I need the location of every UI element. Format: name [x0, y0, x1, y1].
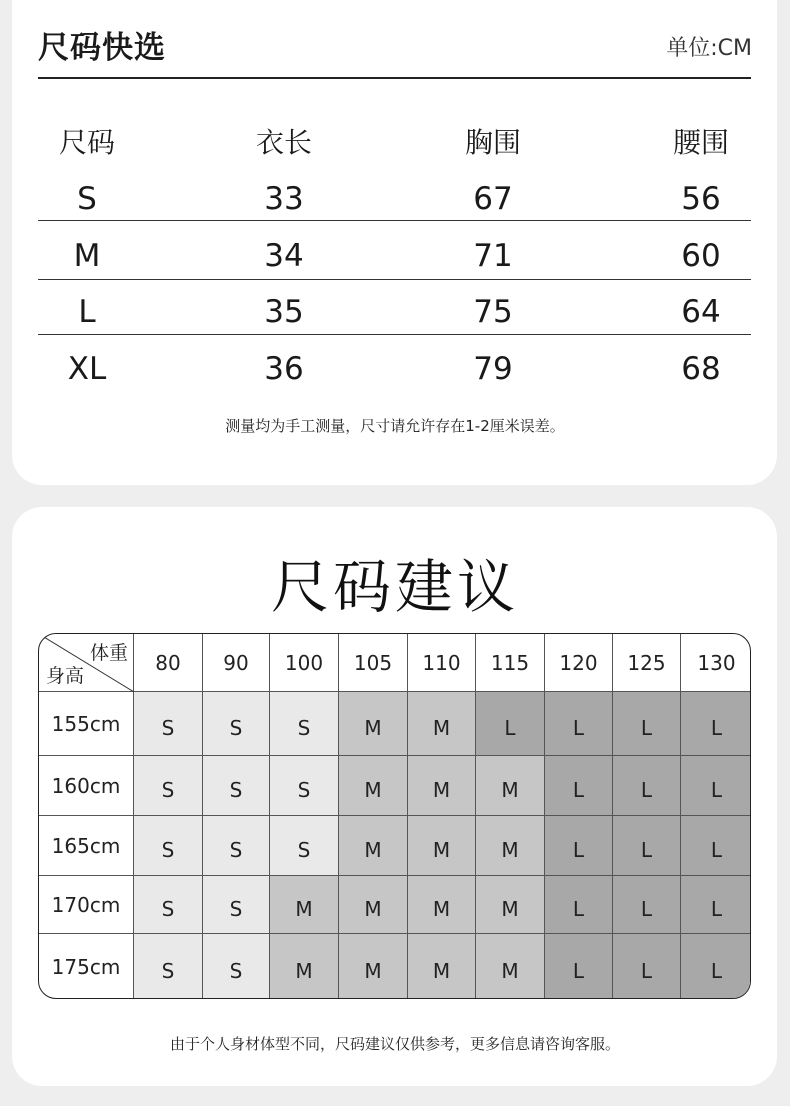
size-cell: [339, 692, 408, 756]
height-header: 175cm: [39, 934, 134, 999]
weight-header: 105: [339, 634, 408, 692]
size-cell: [476, 934, 545, 999]
size-cell: [408, 876, 476, 934]
table-row: [38, 228, 751, 284]
size-cell: [545, 756, 613, 816]
size-value: M: [501, 896, 519, 921]
size-cell: [545, 934, 613, 999]
size-cell: [476, 692, 545, 756]
size-cell: [134, 934, 203, 999]
size-cell: [681, 876, 751, 934]
size-value: L: [572, 777, 585, 802]
size-value: L: [640, 959, 653, 983]
table-cell: S: [77, 181, 97, 217]
weight-header: 100: [270, 634, 339, 692]
size-value: M: [364, 777, 382, 802]
size-value: L: [572, 837, 585, 862]
column-header: 胸围: [464, 126, 521, 159]
size-suggestion-grid: [38, 633, 751, 999]
size-value: S: [161, 959, 175, 983]
size-cell: [476, 876, 545, 934]
size-cell: [408, 756, 476, 816]
size-value: M: [364, 837, 382, 862]
table-cell: 56: [681, 181, 721, 217]
size-value: L: [640, 715, 653, 740]
size-cell: [134, 692, 203, 756]
size-value: L: [640, 837, 653, 862]
size-value: S: [161, 837, 175, 862]
row-divider: [38, 220, 751, 221]
size-value: L: [710, 715, 723, 740]
column-header: 腰围: [672, 126, 729, 159]
size-value: L: [572, 715, 585, 740]
size-cell: [613, 934, 681, 999]
unit-label: 单位:CM: [666, 36, 752, 61]
size-cell: [408, 934, 476, 999]
table-cell: 64: [681, 294, 721, 330]
size-value: L: [572, 959, 585, 983]
size-value: S: [161, 896, 175, 921]
column-header: 尺码: [58, 126, 115, 159]
weight-header: 125: [613, 634, 681, 692]
size-value: M: [432, 896, 451, 921]
size-cell: [270, 692, 339, 756]
size-cell: [270, 876, 339, 934]
size-cell: [270, 756, 339, 816]
size-suggestion-title: 尺码建议: [270, 553, 519, 621]
size-cell: [545, 692, 613, 756]
table-cell: 36: [264, 351, 304, 387]
table-row: [38, 284, 751, 340]
size-value: M: [432, 715, 451, 740]
table-cell: 67: [473, 181, 513, 217]
size-cell: [681, 756, 751, 816]
size-value: M: [501, 837, 519, 862]
weight-header: 80: [134, 634, 203, 692]
size-value: M: [295, 959, 313, 983]
size-cell: [270, 816, 339, 876]
size-value: L: [710, 837, 723, 862]
table-row: [38, 171, 751, 227]
size-value: M: [501, 959, 519, 983]
size-value: L: [640, 896, 653, 921]
size-value: L: [710, 896, 723, 921]
size-cell: [545, 816, 613, 876]
weight-header: 120: [545, 634, 613, 692]
size-cell: [339, 934, 408, 999]
table-row: [38, 341, 751, 397]
table-cell: 33: [264, 181, 304, 217]
size-value: S: [229, 959, 243, 983]
table-cell: 60: [681, 238, 721, 274]
size-value: M: [364, 959, 382, 983]
weight-header: 130: [681, 634, 751, 692]
height-header: 170cm: [39, 876, 134, 934]
size-value: M: [432, 777, 451, 802]
size-cell: [408, 816, 476, 876]
size-cell: [203, 876, 270, 934]
weight-header: 115: [476, 634, 545, 692]
table-cell: XL: [67, 351, 107, 387]
height-header: 155cm: [39, 692, 134, 756]
size-cell: [613, 876, 681, 934]
size-cell: [339, 756, 408, 816]
size-cell: [681, 934, 751, 999]
size-cell: [476, 816, 545, 876]
weight-header: 90: [203, 634, 270, 692]
size-value: M: [364, 715, 382, 740]
size-cell: [339, 876, 408, 934]
size-value: S: [229, 896, 243, 921]
table-cell: 79: [473, 351, 513, 387]
size-value: S: [161, 715, 175, 740]
table-cell: 75: [473, 294, 513, 330]
size-value: M: [295, 896, 313, 921]
size-cell: [134, 816, 203, 876]
size-cell: [613, 692, 681, 756]
table-header-row: [38, 115, 751, 171]
size-value: L: [710, 777, 723, 802]
size-value: S: [229, 837, 243, 862]
size-cell: [203, 934, 270, 999]
table-cell: 71: [473, 238, 513, 274]
size-cell: [681, 816, 751, 876]
size-cell: [545, 876, 613, 934]
table-cell: M: [73, 238, 101, 274]
size-value: L: [504, 715, 516, 740]
size-value: L: [640, 777, 653, 802]
size-cell: [203, 692, 270, 756]
height-header: 160cm: [39, 756, 134, 816]
size-cell: [203, 756, 270, 816]
size-value: L: [710, 959, 723, 983]
corner-header: [39, 634, 134, 692]
size-value: S: [297, 777, 311, 802]
size-cell: [681, 692, 751, 756]
size-cell: [476, 756, 545, 816]
table-cell: L: [78, 294, 96, 330]
size-value: M: [501, 777, 519, 802]
row-divider: [38, 334, 751, 335]
size-cell: [203, 816, 270, 876]
quick-size-title: 尺码快选: [38, 30, 166, 66]
suggestion-note: 由于个人身材体型不同，尺码建议仅供参考，更多信息请咨询客服。: [169, 1035, 620, 1053]
size-value: M: [364, 896, 382, 921]
table-cell: 34: [264, 238, 304, 274]
table-cell: 35: [264, 294, 304, 330]
size-cell: [134, 756, 203, 816]
size-value: M: [432, 959, 451, 983]
measurement-note: 测量均为手工测量，尺寸请允许存在1-2厘米误差。: [225, 417, 565, 435]
header-divider: [38, 77, 751, 79]
row-divider: [38, 279, 751, 280]
size-value: S: [229, 777, 243, 802]
size-value: S: [161, 777, 175, 802]
height-header: 165cm: [39, 816, 134, 876]
size-value: S: [297, 837, 311, 862]
column-header: 衣长: [255, 126, 312, 159]
weight-header: 110: [408, 634, 476, 692]
size-cell: [270, 934, 339, 999]
table-cell: 68: [681, 351, 721, 387]
size-cell: [339, 816, 408, 876]
size-value: S: [229, 715, 243, 740]
size-cell: [613, 816, 681, 876]
size-cell: [134, 876, 203, 934]
height-axis-label: 身高: [46, 665, 85, 687]
size-value: M: [432, 837, 451, 862]
size-value: L: [572, 896, 585, 921]
weight-axis-label: 体重: [89, 642, 128, 664]
size-value: S: [297, 715, 311, 740]
size-cell: [613, 756, 681, 816]
size-cell: [408, 692, 476, 756]
